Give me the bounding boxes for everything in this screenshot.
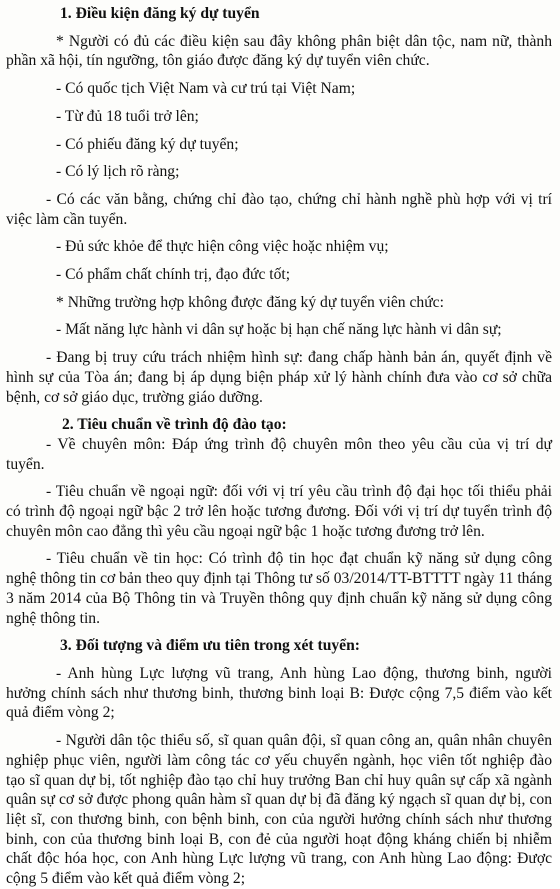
exclusion-intro: * Những trường hợp không được đăng ký dự tuyển viên chức: [56,293,444,311]
standard-item: - Tiêu chuẩn về tin học: Có trình độ tin học đạt chuẩn kỹ năng sử dụng công nghệ thông tin cơ bản theo quy định tại Thông tư số 03/2014/TT-BTTTT ngày 11 tháng 3 năm 2014 của Bộ Thông tin và Truyền thông quy định chuẩn kỹ năng sử dụng công nghệ thông tin. [6,550,552,627]
condition-item: - Có lý lịch rõ ràng; [56,163,180,181]
section-1-intro: * Người có đủ các điều kiện sau đây không phân biệt dân tộc, nam nữ, thành phần xã hội, tín ngưỡng, tôn giáo được đăng ký dự tuyển viên chức. [6,32,552,70]
priority-item: - Anh hùng Lực lượng vũ trang, Anh hùng Lao động, thương binh, người hưởng chính sách như thương binh, thương binh loại B: Được cộng 7,5 điểm vào kết quả điểm vòng 2; [6,664,552,722]
standard-item: - Về chuyên môn: Đáp ứng trình độ chuyên môn theo yêu cầu của vị trí dự tuyển. [6,435,552,473]
priority-item: - Người dân tộc thiểu số, sĩ quan quân đội, sĩ quan công an, quân nhân chuyên nghiệp phục viên, người làm công tác cơ yếu chuyển ngành, học viên tốt nghiệp đào tạo sĩ quan dự bị, tốt nghiệp đào tạo chỉ huy trưởng Ban chỉ huy quân sự cấp xã ngành quân sự cơ sở được phong quân hàm sĩ quan dự bị đã đăng ký ngạch sĩ quan dự bị, con liệt sĩ, con thương binh, con bệnh binh, con của người hưởng chính sách như thương binh, con của thương binh loại B, con đẻ của người hoạt động kháng chiến bị nhiễm chất độc hóa học, con Anh hùng Lực lượng vũ trang, con Anh hùng Lao động: Được cộng 5 điểm vào kết quả điểm vòng 2; [6,732,552,888]
condition-item: - Có phẩm chất chính trị, đạo đức tốt; [56,266,291,284]
section-2-heading: 2. Tiêu chuẩn về trình độ đào tạo: [62,416,287,434]
exclusion-item: - Mất năng lực hành vi dân sự hoặc bị hạn chế năng lực hành vi dân sự; [56,321,502,339]
condition-item: - Có quốc tịch Việt Nam và cư trú tại Việt Nam; [56,80,356,98]
standard-item: - Tiêu chuẩn về ngoại ngữ: đối với vị trí yêu cầu trình độ đại học tối thiểu phải có trình độ ngoại ngữ bậc 2 trở lên hoặc tương đương. Đối với vị trí dự tuyển trình độ chuyên môn cao đẳng thì yêu cầu ngoại ngữ bậc 1 hoặc tương đương trở lên. [6,483,552,540]
condition-item: - Từ đủ 18 tuổi trở lên; [56,107,199,125]
condition-item: - Có phiếu đăng ký dự tuyển; [56,135,239,153]
exclusion-item: - Đang bị truy cứu trách nhiệm hình sự: đang chấp hành bản án, quyết định về hình sự của Tòa án; đang bị áp dụng biện pháp xử lý hành chính đưa vào cơ sở chữa bệnh, cơ sở giáo dục, trường giáo dưỡng. [6,349,552,406]
condition-item: - Có các văn bằng, chứng chỉ đào tạo, chứng chỉ hành nghề phù hợp với vị trí việc làm cần tuyển. [6,190,552,228]
section-1-heading: 1. Điều kiện đăng ký dự tuyển [60,5,260,22]
section-3-heading: 3. Đối tượng và điểm ưu tiên trong xét tuyển: [60,637,360,655]
condition-item: - Đủ sức khỏe để thực hiện công việc hoặc nhiệm vụ; [56,238,389,256]
